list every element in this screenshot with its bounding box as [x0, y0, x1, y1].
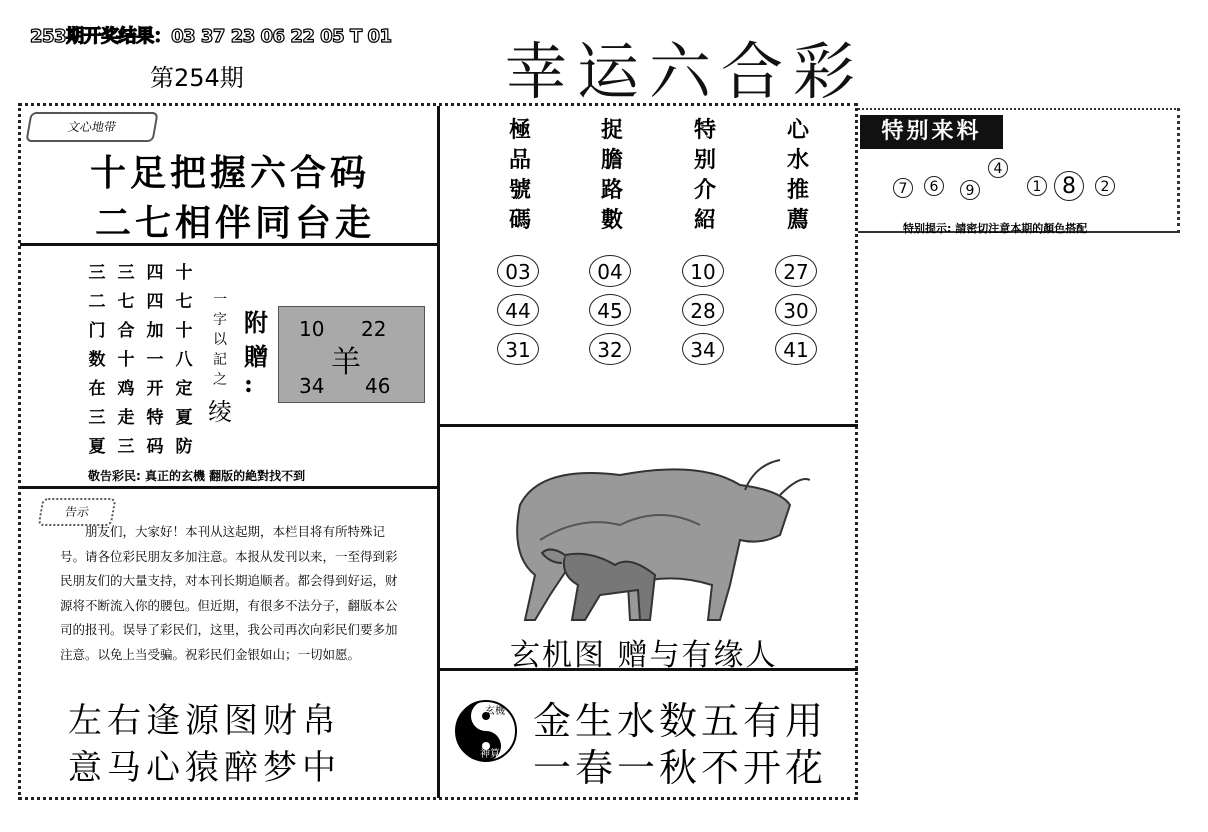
- special-hint: 特别提示: 請密切注意本期的顏色搭配: [903, 222, 1088, 235]
- riddle-char: 三: [117, 437, 135, 457]
- pick-number-ball: 10: [682, 255, 724, 287]
- special-number: 1: [1027, 176, 1047, 196]
- pick-column-heading-char: 膽: [600, 147, 623, 173]
- side-note-char: 字: [213, 312, 227, 328]
- riddle-char: 十: [175, 263, 193, 283]
- riddle-char: 三: [117, 263, 135, 283]
- previous-result: 253期开奖结果：03 37 23 06 22 05 T 01: [30, 26, 392, 47]
- riddle-char: 十: [175, 321, 193, 341]
- special-title: 特别来料: [860, 115, 1003, 149]
- side-note-char: 一: [213, 292, 227, 308]
- yin-yang-text-bottom: 神算: [480, 749, 500, 760]
- gift-number: 10: [299, 317, 325, 341]
- pick-column-heading-char: 特: [693, 117, 716, 143]
- riddle-char: 数: [88, 350, 106, 370]
- pick-column-heading-char: 别: [693, 147, 716, 173]
- pick-column-heading-char: 號: [508, 177, 531, 203]
- side-note-char: 之: [213, 372, 227, 388]
- riddle-char: 四: [146, 263, 164, 283]
- special-number: 6: [924, 176, 944, 196]
- special-number: 4: [988, 158, 1008, 178]
- gift-box: [278, 306, 425, 403]
- notice-poem-line-2: 意马心猿醉梦中: [68, 748, 341, 788]
- riddle-char: 夏: [88, 437, 106, 457]
- pick-number-ball: 30: [775, 294, 817, 326]
- riddle-char: 七: [175, 292, 193, 312]
- bottom-poem-line-2: 一春一秋不开花: [533, 746, 828, 790]
- riddle-char: 防: [175, 437, 193, 457]
- riddle-char: 八: [175, 350, 193, 370]
- notice-paragraph: 朋友们，大家好！本刊从这起期，本栏目将有所特殊记号。请各位彩民朋友多加注意。本报从发刊以来，一至得到彩民朋友们的大量支持，对本刊长期追顺者。都会得到好运，财源将不断流入你的腰包。但近期，有很多不法分子，翻版本公司的报刊。误导了彩民们，这里，我公司再次向彩民们要多加注意。以免上当受骗。祝彩民们金银如山；一切如愿。: [60, 524, 398, 662]
- riddle-char: 码: [146, 437, 164, 457]
- vertical-divider: [437, 106, 440, 798]
- page-title: 幸运六合彩: [505, 35, 866, 108]
- image-caption: 玄机图 赠与有缘人: [510, 638, 778, 673]
- middle-divider-1: [440, 424, 858, 427]
- left-divider-2: [20, 486, 437, 489]
- special-number: 8: [1054, 171, 1084, 201]
- pick-column-heading-char: 路: [600, 177, 623, 203]
- riddle-char: 门: [88, 321, 106, 341]
- riddle-char: 二: [88, 292, 106, 312]
- gift-label-2: 贈: [244, 342, 268, 371]
- issue-number: 第254期: [150, 64, 244, 92]
- pick-column-heading-char: 品: [508, 147, 531, 173]
- pick-number-ball: 32: [589, 333, 631, 365]
- gift-zodiac: 羊: [331, 345, 361, 380]
- pick-number-ball: 27: [775, 255, 817, 287]
- side-char: 绫: [208, 398, 232, 426]
- pick-column-heading-char: 推: [786, 177, 809, 203]
- warning-text: 敬告彩民: 真正的玄機 翻版的絶對找不到: [88, 469, 306, 483]
- riddle-char: 四: [146, 292, 164, 312]
- notice-tag: 告示: [38, 498, 117, 526]
- headline-line-1: 十足把握六合码: [90, 152, 371, 194]
- pick-number-ball: 34: [682, 333, 724, 365]
- riddle-char: 三: [88, 263, 106, 283]
- pick-number-ball: 44: [497, 294, 539, 326]
- gift-number: 22: [361, 317, 387, 341]
- gift-number: 46: [365, 374, 391, 398]
- pick-number-ball: 03: [497, 255, 539, 287]
- gift-number: 34: [299, 374, 325, 398]
- side-note-char: 以: [213, 332, 227, 348]
- headline-line-2: 二七相伴同台走: [95, 202, 376, 244]
- riddle-char: 鸡: [117, 379, 135, 399]
- pick-column-heading-char: 碼: [508, 207, 531, 233]
- special-number: 2: [1095, 176, 1115, 196]
- riddle-char: 开: [146, 379, 164, 399]
- pick-number-ball: 04: [589, 255, 631, 287]
- riddle-char: 一: [146, 350, 164, 370]
- gift-colon: :: [244, 369, 253, 398]
- pick-number-ball: 45: [589, 294, 631, 326]
- pick-number-ball: 41: [775, 333, 817, 365]
- pick-column-heading-char: 心: [786, 117, 809, 143]
- riddle-char: 三: [88, 408, 106, 428]
- riddle-char: 合: [117, 321, 135, 341]
- riddle-char: 在: [88, 379, 106, 399]
- pick-column-heading-char: 數: [600, 207, 623, 233]
- special-number: 9: [960, 180, 980, 200]
- section-tag: 文心地带: [25, 112, 158, 142]
- pick-number-ball: 31: [497, 333, 539, 365]
- pick-column-heading-char: 水: [786, 147, 809, 173]
- riddle-char: 七: [117, 292, 135, 312]
- side-note-char: 記: [213, 352, 227, 368]
- pick-column-heading-char: 薦: [786, 207, 809, 233]
- notice-poem-line-1: 左右逢源图财帛: [68, 701, 341, 741]
- riddle-char: 十: [117, 350, 135, 370]
- pick-column-heading-char: 捉: [600, 117, 623, 143]
- pick-column-heading-char: 極: [508, 117, 531, 143]
- pick-column-heading-char: 紹: [693, 207, 716, 233]
- riddle-char: 定: [175, 379, 193, 399]
- special-number: 7: [893, 178, 913, 198]
- yin-yang-text-top: 玄機: [485, 706, 505, 717]
- pick-number-ball: 28: [682, 294, 724, 326]
- riddle-char: 夏: [175, 408, 193, 428]
- riddle-char: 特: [146, 408, 164, 428]
- pick-column-heading-char: 介: [693, 177, 716, 203]
- bull-and-calf-illustration: [480, 445, 810, 625]
- bottom-poem-line-1: 金生水数五有用: [533, 699, 828, 743]
- gift-label: [244, 306, 274, 398]
- gift-label-1: 附: [244, 308, 268, 337]
- riddle-char: 加: [146, 321, 164, 341]
- riddle-char: 走: [117, 408, 135, 428]
